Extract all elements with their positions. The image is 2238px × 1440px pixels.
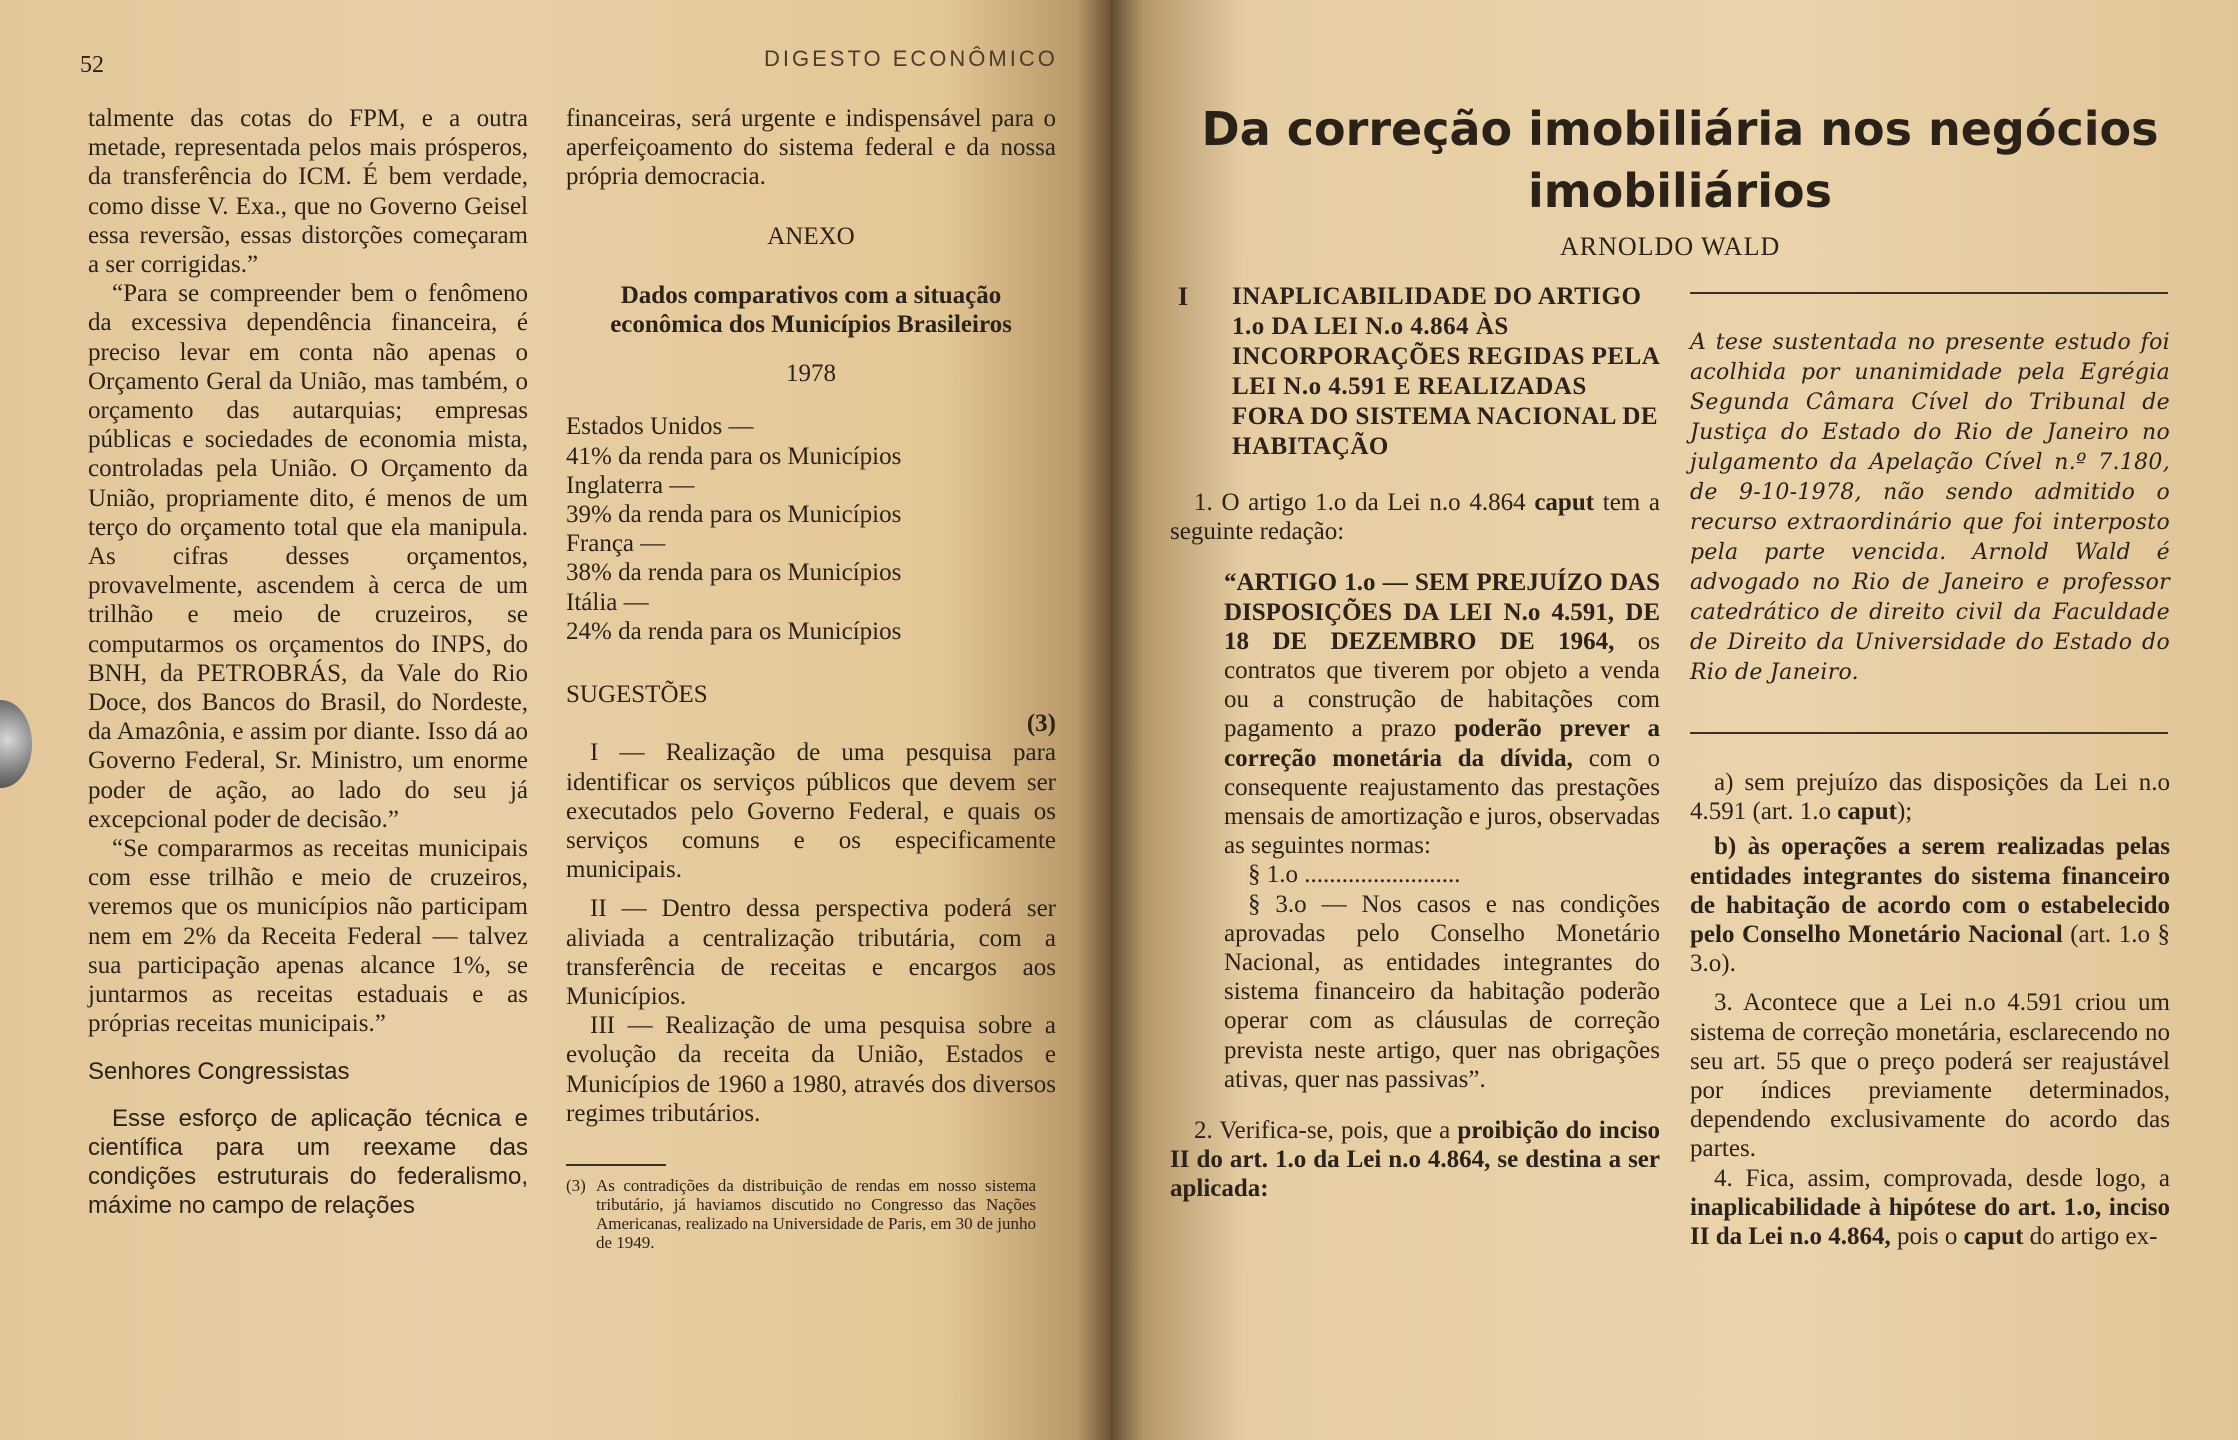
text-span: (art. 1.o § 3.o). bbox=[1690, 921, 2170, 978]
share-value: 24% da renda para os Municípios bbox=[566, 617, 902, 645]
left-page bbox=[0, 0, 1110, 1440]
share-value: 39% da renda para os Municípios bbox=[566, 501, 902, 529]
anexo-year: 1978 bbox=[786, 360, 836, 388]
abstract-top-rule bbox=[1690, 292, 2168, 294]
suggestion-item: III — Realização de uma pesquisa sobre a evolução da receita da União, Estados e Municípios de 1960 a 1980, através dos diversos regimes tributários. bbox=[566, 1012, 1056, 1127]
paragraph: financeiras, será urgente e indispensável para o aperfeiçoamento do sistema federal e da nossa própria democracia. bbox=[566, 105, 1056, 191]
footnote-rule bbox=[566, 1164, 666, 1166]
anexo-table bbox=[566, 412, 1056, 646]
abstract-note: A tese sustentada no presente estudo foi acolhida por unanimidade pela Egrégia Segunda Câmara Cível do Tribunal de Justiça do Estado do Rio de Janeiro no julgamento da Apelação Cível n.º 7.180, de 9-10-1978, não sendo admitido o recurso extraordinário que foi interposto pela parte vencida. Arnold Wald é advogado no Rio de Janeiro e professor catedrático de direito civil da Faculdade de Direito da Universidade do Estado do Rio de Janeiro. bbox=[1690, 330, 2170, 685]
paragraph bbox=[1170, 1116, 1660, 1204]
text-span: com o consequente reajustamento das prestações mensais de amortização e juros, observadas as seguintes normas: bbox=[1224, 744, 1661, 860]
text-span: ); bbox=[1896, 798, 1913, 826]
section-number: I bbox=[1178, 282, 1189, 311]
article-title: Da correção imobiliária nos negócios imobiliários bbox=[1201, 102, 2159, 218]
law-paragraph: § 3.o — Nos casos e nas condições aprovadas pelo Conselho Monetário Nacional, as entidades integrantes do sistema financeiro da habitação poderão operar com as cláusulas de correção prevista neste artigo, quer nas obrigações ativas, quer nas passivas”. bbox=[1224, 890, 1660, 1093]
text-span-bold: caput bbox=[1837, 798, 1897, 826]
paragraph: 3. Acontece que a Lei n.o 4.591 criou um sistema de correção monetária, esclarecendo no seu art. 55 que o preço poderá ser reajustável por índices previamente determinados, dependendo exclusivamente do acordo das partes. bbox=[1690, 989, 2170, 1163]
share-value: 41% da renda para os Municípios bbox=[566, 442, 902, 470]
abstract-bottom-rule bbox=[1690, 732, 2168, 734]
text-span-bold: caput bbox=[1534, 489, 1595, 516]
anexo-subtitle: Dados comparativos com a situação econômica dos Municípios Brasileiros bbox=[610, 281, 1012, 339]
paragraph: Esse esforço de aplicação técnica e científica para um reexame das condições estruturais do federalismo, máxime no campo de relações bbox=[88, 1104, 528, 1219]
text-span: 4. Fica, assim, comprovada, desde logo, a bbox=[1714, 1164, 2170, 1192]
sugestoes-title: SUGESTÕES bbox=[566, 681, 708, 709]
sugestoes-ref: (3) bbox=[1026, 710, 1056, 738]
country-label: Inglaterra — bbox=[566, 471, 695, 499]
share-value: 38% da renda para os Municípios bbox=[566, 559, 902, 587]
text-span-bold: proibição do inciso II do art. 1.o da Lei n.o 4.864, se destina a ser aplicada: bbox=[1170, 1117, 1661, 1203]
text-span: 2. Verifica-se, pois, que a bbox=[1194, 1117, 1451, 1145]
text-span-bold: poderão prever a correção monetária da dívida, bbox=[1224, 715, 1661, 772]
list-item bbox=[1690, 832, 2170, 978]
text-span-bold: “ARTIGO 1.o — SEM PREJUÍZO DAS DISPOSIÇÕES DA LEI N.o 4.591, DE 18 DE DEZEMBRO DE 1964, bbox=[1224, 569, 1660, 655]
section-title: INAPLICABILIDADE DO ARTIGO 1.o DA LEI N.o 4.864 ÀS INCORPORAÇÕES REGIDAS PELA LEI N.o 4.591 E REALIZADAS FORA DO SISTEMA NACIONAL DE HABITAÇÃO bbox=[1232, 283, 1659, 460]
paragraph: “Para se compreender bem o fenômeno da excessiva dependência financeira, é preciso levar em conta não apenas o Orçamento Geral da União, mas também, o orçamento das autarquias; empresas públicas e sociedades de economia mista, controladas pela União. O Orçamento da União, propriamente dito, é menos de um terço do orçamento total que ela manipula. As cifras desses orçamentos, provavelmente, ascendem à cerca de um trilhão e meio de cruzeiros, se computarmos os orçamentos do INPS, do BNH, da PETROBRÁS, da Vale do Rio Doce, dos Bancos do Brasil, do Nordeste, da Amazônia, e assim por diante. Isso dá ao Governo Federal, Sr. Ministro, um enorme poder de ação, ao lado do seu já excepcional poder de decisão.” bbox=[88, 280, 528, 833]
paragraph bbox=[1690, 1164, 2170, 1252]
right-column-1 bbox=[1170, 282, 1660, 1204]
text-span: a) sem prejuízo das disposições da Lei n.o 4.591 (art. 1.o bbox=[1690, 769, 2170, 826]
paragraph bbox=[1170, 488, 1660, 546]
country-label: Itália — bbox=[566, 588, 649, 616]
running-head: DIGESTO ECONÔMICO bbox=[764, 46, 1058, 71]
suggestion-item: I — Realização de uma pesquisa para identificar os serviços públicos que devem ser executados pelo Governo Federal, e quais os serviços comuns e os especificamente municipais. bbox=[566, 739, 1056, 884]
paragraph: “Se compararmos as receitas municipais com esse trilhão e meio de cruzeiros, veremos que os municípios não participam nem em 2% da Receita Federal — talvez sua participação apenas alcance 1%, se juntarmos as receitas estaduais e as próprias receitas municipais.” bbox=[88, 835, 528, 1038]
suggestion-item: II — Dentro dessa perspectiva poderá ser aliviada a centralização tributária, com a transferência de receitas e encargos aos Municípios. bbox=[566, 895, 1056, 1011]
footnote bbox=[566, 1176, 1056, 1252]
list-item bbox=[1690, 768, 2170, 826]
country-label: França — bbox=[566, 530, 666, 558]
text-span: os contratos que tiverem por objeto a venda ou a construção de habitações com pagamento a prazo bbox=[1224, 627, 1661, 743]
text-span: do artigo ex- bbox=[2029, 1223, 2158, 1251]
text-span-bold: b) às operações a serem realizadas pelas entidades integrantes do sistema financeiro de habitação de acordo com o estabelecido pelo Conselho Monetário Nacional bbox=[1690, 833, 2170, 949]
paragraph: talmente das cotas do FPM, e a outra metade, representada pelos mais prósperos, da transferência do ICM. É bem verdade, como disse V. Exa., que no Governo Geisel essa reversão, essas distorções começaram a ser corrigidas.” bbox=[88, 105, 528, 279]
subheading-congress: Senhores Congressistas bbox=[88, 1057, 350, 1085]
footnote-text: As contradições da distribuição de rendas em nosso sistema tributário, já haviamos discutido no Congresso das Nações Americanas, realizado na Universidade de Paris, em 30 de junho de 1949. bbox=[596, 1176, 1036, 1253]
law-quote bbox=[1224, 568, 1660, 860]
footnote-number: (3) bbox=[566, 1176, 586, 1196]
text-span-bold: caput bbox=[1963, 1223, 2024, 1251]
binder-hole bbox=[0, 700, 32, 788]
left-column-1 bbox=[88, 104, 528, 1220]
text-span: pois o bbox=[1896, 1223, 1958, 1251]
right-column-2 bbox=[1690, 292, 2170, 1251]
text-span-bold: inaplicabilidade à hipótese do art. 1.o, inciso II da Lei n.o 4.864, bbox=[1690, 1193, 2170, 1251]
text-span: 1. O artigo 1.o da Lei n.o 4.864 bbox=[1194, 489, 1526, 516]
anexo-title: ANEXO bbox=[767, 222, 855, 250]
law-paragraph: § 1.o ......................... bbox=[1248, 861, 1461, 889]
country-label: Estados Unidos — bbox=[566, 413, 754, 441]
text-span: tem a seguinte redação: bbox=[1170, 489, 1661, 546]
page-number: 52 bbox=[80, 52, 104, 78]
article-author: ARNOLDO WALD bbox=[1560, 232, 1781, 261]
left-column-2 bbox=[566, 104, 1056, 1252]
